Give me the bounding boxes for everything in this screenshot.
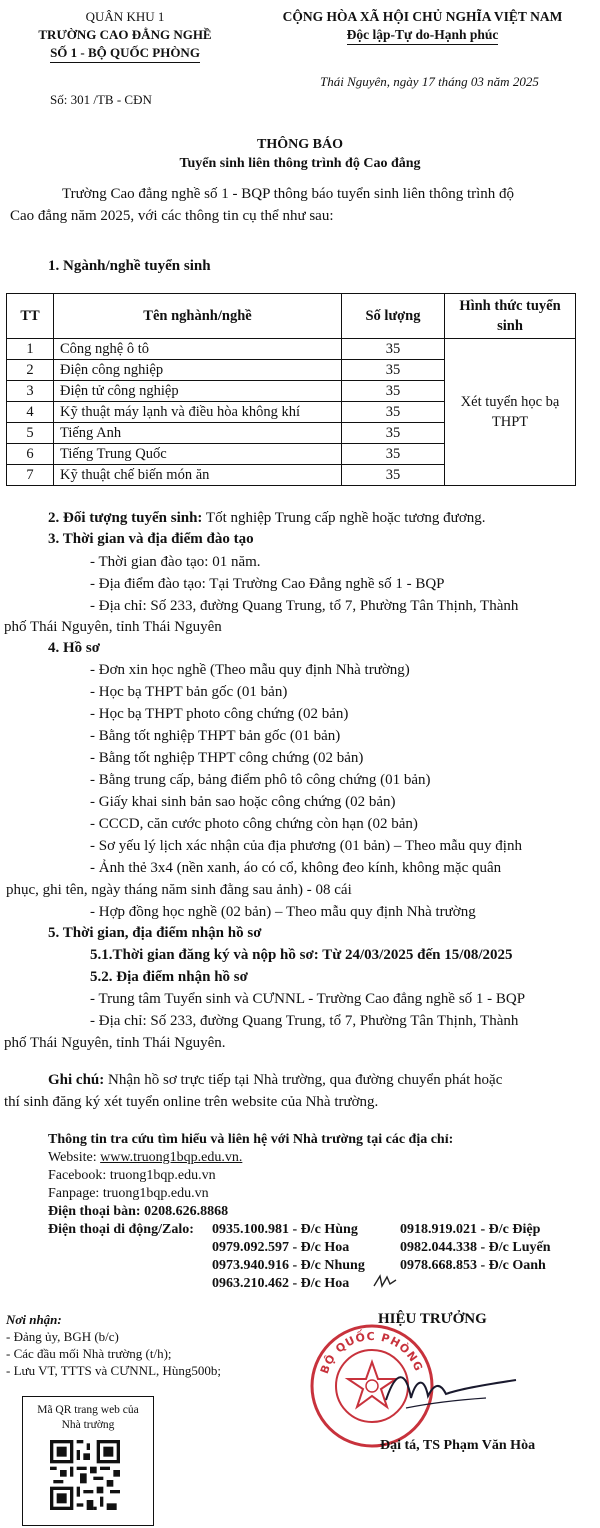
document-number: Số: 301 /TB - CĐN xyxy=(50,92,152,107)
org-line-2: TRƯỜNG CAO ĐẲNG NGHỀ xyxy=(38,27,212,42)
section-4-heading: 4. Hồ sơ xyxy=(48,640,101,656)
section-5-heading: 5. Thời gian, địa điểm nhận hồ sơ xyxy=(48,925,262,941)
row-name: Kỹ thuật chế biến món ăn xyxy=(54,465,342,486)
page-subtitle: Tuyển sinh liên thông trình độ Cao đẳng xyxy=(179,156,421,171)
recipient-item: - Đảng ủy, BGH (b/c) xyxy=(6,1329,119,1344)
nation-name: CỘNG HÒA XÃ HỘI CHỦ NGHĨA VIỆT NAM xyxy=(282,9,563,24)
national-heading xyxy=(255,8,590,45)
contact-mobile-label: Điện thoại di động/Zalo: xyxy=(48,1222,194,1237)
recipient-item: - Lưu VT, TTTS và CƯNNL, Hùng500b; xyxy=(6,1363,222,1378)
note-text: Nhận hồ sơ trực tiếp tại Nhà trường, qua đường chuyển phát hoặc xyxy=(104,1072,503,1088)
row-qty: 35 xyxy=(342,423,445,444)
s4-item: - Đơn xin học nghề (Theo mẫu quy định Nhà trường) xyxy=(90,662,410,678)
row-tt: 5 xyxy=(7,423,54,444)
phone-entry: 0918.919.021 - Đ/c Điệp xyxy=(400,1222,541,1237)
s4-item: - Ảnh thẻ 3x4 (nền xanh, áo có cổ, không đeo kính, không mặc quân xyxy=(90,860,502,876)
s4-item: - Học bạ THPT photo công chứng (02 bản) xyxy=(90,706,349,722)
row-qty: 35 xyxy=(342,381,445,402)
phone-entry: 0982.044.338 - Đ/c Luyến xyxy=(400,1240,551,1255)
col-header-name: Tên nghành/nghề xyxy=(54,294,342,339)
svg-text:BỘ QUỐC PHÒNG: BỘ QUỐC PHÒNG xyxy=(317,1329,426,1376)
s52-item: - Trung tâm Tuyển sinh và CƯNNL - Trường Cao đẳng nghề số 1 - BQP xyxy=(90,991,526,1007)
col-header-tt: TT xyxy=(7,294,54,339)
section-2-text: Tốt nghiệp Trung cấp nghề hoặc tương đương. xyxy=(202,510,486,526)
row-qty: 35 xyxy=(342,465,445,486)
section-2-label: 2. Đối tượng tuyển sinh: xyxy=(48,510,203,526)
section-3-heading: 3. Thời gian và địa điểm đào tạo xyxy=(48,531,254,547)
contact-fanpage: Fanpage: truong1bqp.edu.vn xyxy=(48,1186,209,1201)
col-header-method: Hình thức tuyển sinh xyxy=(445,294,576,339)
row-name: Công nghệ ô tô xyxy=(54,339,342,360)
note-continued: thí sinh đăng ký xét tuyển online trên website của Nhà trường. xyxy=(4,1094,379,1110)
row-tt: 1 xyxy=(7,339,54,360)
recipient-item: - Các đầu mối Nhà trường (t/h); xyxy=(6,1346,172,1361)
row-tt: 2 xyxy=(7,360,54,381)
s4-item: - Bằng tốt nghiệp THPT công chứng (02 bản) xyxy=(90,750,364,766)
contact-facebook: Facebook: truong1bqp.edu.vn xyxy=(48,1168,216,1183)
initials-scribble-icon xyxy=(372,1272,398,1290)
s3-item: - Địa điểm đào tạo: Tại Trường Cao Đẳng nghề số 1 - BQP xyxy=(90,576,445,592)
s52-item-continued: phố Thái Nguyên, tỉnh Thái Nguyên. xyxy=(4,1035,226,1051)
row-tt: 6 xyxy=(7,444,54,465)
row-qty: 35 xyxy=(342,444,445,465)
s4-item: - CCCD, căn cước photo công chứng còn hạn (02 bản) xyxy=(90,816,418,832)
contact-landline: Điện thoại bàn: 0208.626.8868 xyxy=(48,1204,229,1219)
org-line-3: SỐ 1 - BỘ QUỐC PHÒNG xyxy=(50,44,200,63)
page-title: THÔNG BÁO xyxy=(257,137,343,152)
qr-caption-line-1: Mã QR trang web của xyxy=(37,1404,139,1416)
s3-item: - Thời gian đào tạo: 01 năm. xyxy=(90,554,261,570)
row-tt: 3 xyxy=(7,381,54,402)
phone-entry: 0979.092.597 - Đ/c Hoa xyxy=(212,1240,350,1255)
section-1-heading: 1. Ngành/nghề tuyển sinh xyxy=(48,258,211,274)
s4-item: - Sơ yếu lý lịch xác nhận của địa phương (01 bản) – Theo mẫu quy định xyxy=(90,838,522,854)
qr-caption-line-2: Nhà trường xyxy=(61,1419,115,1431)
issuing-authority xyxy=(10,8,240,63)
recipients-label: Nơi nhận: xyxy=(6,1312,62,1327)
admission-method: Xét tuyển học bạ THPT xyxy=(445,339,576,486)
s51-label: 5.1.Thời gian đăng ký và nộp hồ sơ: xyxy=(90,947,319,963)
signatory-name: Đại tá, TS Phạm Văn Hòa xyxy=(380,1438,536,1453)
s3-item: - Địa chỉ: Số 233, đường Quang Trung, tổ 7, Phường Tân Thịnh, Thành xyxy=(90,598,519,614)
signature-title: HIỆU TRƯỞNG xyxy=(378,1311,487,1327)
s4-item: - Giấy khai sinh bản sao hoặc công chứng (02 bản) xyxy=(90,794,396,810)
national-motto: Độc lập-Tự do-Hạnh phúc xyxy=(347,26,499,45)
row-qty: 35 xyxy=(342,402,445,423)
s52-item: - Địa chỉ: Số 233, đường Quang Trung, tổ 7, Phường Tân Thịnh, Thành xyxy=(90,1013,519,1029)
phone-entry: 0978.668.853 - Đ/c Oanh xyxy=(400,1258,546,1273)
col-header-qty: Số lượng xyxy=(342,294,445,339)
phone-entry: 0935.100.981 - Đ/c Hùng xyxy=(212,1222,358,1237)
s52-heading: 5.2. Địa điểm nhận hồ sơ xyxy=(90,969,248,985)
issue-date: Thái Nguyên, ngày 17 tháng 03 năm 2025 xyxy=(320,74,539,89)
website-label: Website: xyxy=(48,1150,101,1165)
s4-item: - Bằng trung cấp, bảng điểm phô tô công chứng (01 bản) xyxy=(90,772,431,788)
intro-line-2: Cao đẳng năm 2025, với các thông tin cụ thể như sau: xyxy=(10,208,334,224)
row-qty: 35 xyxy=(342,339,445,360)
s4-item-continued: phục, ghi tên, ngày tháng năm sinh đằng sau ảnh) - 08 cái xyxy=(6,882,352,898)
row-name: Điện tử công nghiệp xyxy=(54,381,342,402)
note xyxy=(48,1072,502,1089)
s4-item: - Học bạ THPT bản gốc (01 bản) xyxy=(90,684,288,700)
row-qty: 35 xyxy=(342,360,445,381)
row-name: Tiếng Anh xyxy=(54,423,342,444)
note-label: Ghi chú: xyxy=(48,1072,105,1088)
contact-website xyxy=(48,1150,242,1166)
qr-caption xyxy=(23,1403,153,1433)
phone-entry: 0973.940.916 - Đ/c Nhung xyxy=(212,1258,365,1273)
row-tt: 7 xyxy=(7,465,54,486)
row-name: Điện công nghiệp xyxy=(54,360,342,381)
s51 xyxy=(90,947,513,964)
handwritten-signature-icon xyxy=(376,1360,526,1420)
row-tt: 4 xyxy=(7,402,54,423)
section-2 xyxy=(48,510,486,527)
website-link[interactable]: www.truong1bqp.edu.vn. xyxy=(100,1150,243,1165)
qr-code-icon[interactable] xyxy=(50,1440,120,1510)
intro-line-1: Trường Cao đẳng nghề số 1 - BQP thông báo tuyển sinh liên thông trình độ xyxy=(62,186,515,202)
table-header-row xyxy=(7,294,576,339)
phone-entry: 0963.210.462 - Đ/c Hoa xyxy=(212,1276,350,1291)
table-row xyxy=(7,339,576,360)
row-name: Tiếng Trung Quốc xyxy=(54,444,342,465)
org-line-1: QUÂN KHU 1 xyxy=(85,9,165,24)
majors-table xyxy=(6,293,576,486)
s3-item-continued: phố Thái Nguyên, tỉnh Thái Nguyên xyxy=(4,619,222,635)
s4-item: - Hợp đồng học nghề (02 bản) – Theo mẫu quy định Nhà trường xyxy=(90,904,476,920)
contact-heading: Thông tin tra cứu tìm hiểu và liên hệ với Nhà trường tại các địa chỉ: xyxy=(48,1132,454,1147)
row-name: Kỹ thuật máy lạnh và điều hòa không khí xyxy=(54,402,342,423)
s4-item: - Bằng tốt nghiệp THPT bản gốc (01 bản) xyxy=(90,728,341,744)
s51-text: Từ 24/03/2025 đến 15/08/2025 xyxy=(318,947,513,963)
